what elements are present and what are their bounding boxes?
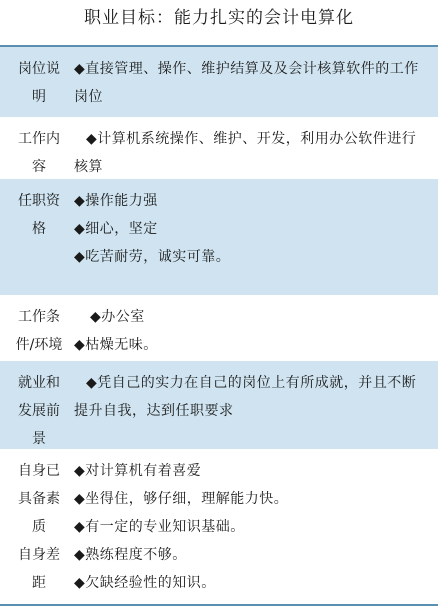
- row-self-assessment: [0, 449, 438, 604]
- list-item: ◆吃苦耐劳，诚实可靠。: [74, 249, 231, 265]
- row-job-description: [0, 47, 438, 117]
- list-item: ◆坐得住，够仔细，理解能力快。: [74, 491, 289, 507]
- bottom-rule: [0, 604, 438, 606]
- list-item: ◆凭自己的实力在自己的岗位上有所成就，并且不断提升自我，达到任职要求: [74, 375, 417, 419]
- row-label: 自身已 具备素 质 自身差 距: [18, 463, 60, 591]
- career-table: [0, 47, 438, 604]
- row-content: [74, 117, 438, 179]
- row-label: 就业和 发展前 景: [18, 375, 60, 447]
- list-item: ◆有一定的专业知识基础。: [74, 519, 245, 535]
- row-content: [74, 449, 438, 604]
- row-qualifications: [0, 179, 438, 295]
- row-work-environment: [0, 295, 438, 361]
- row-job-content: [0, 117, 438, 179]
- list-item: ◆对计算机有着喜爱: [74, 463, 202, 479]
- list-item: ◆操作能力强: [74, 193, 158, 209]
- row-label: 工作条 件/环境: [15, 309, 63, 353]
- row-label: 岗位说 明: [18, 61, 60, 105]
- row-label: 任职资 格: [18, 193, 60, 237]
- row-content: [74, 295, 438, 361]
- row-content: [74, 179, 438, 295]
- row-career-prospects: [0, 361, 438, 449]
- page-title: 职业目标：能力扎实的会计电算化: [84, 8, 354, 28]
- row-content: [74, 361, 438, 449]
- list-item: ◆欠缺经验性的知识。: [74, 575, 216, 591]
- row-content: [74, 47, 438, 117]
- list-item: ◆熟练程度不够。: [74, 547, 187, 563]
- list-item: ◆细心，坚定: [74, 221, 158, 237]
- list-item: ◆办公室: [90, 309, 145, 325]
- list-item: ◆枯燥无味。: [74, 337, 158, 353]
- list-item: ◆直接管理、操作、维护结算及及会计核算软件的工作岗位: [74, 61, 419, 105]
- row-label: 工作内 容: [18, 131, 60, 175]
- list-item: ◆计算机系统操作、维护、开发，利用办公软件进行核算: [74, 131, 417, 175]
